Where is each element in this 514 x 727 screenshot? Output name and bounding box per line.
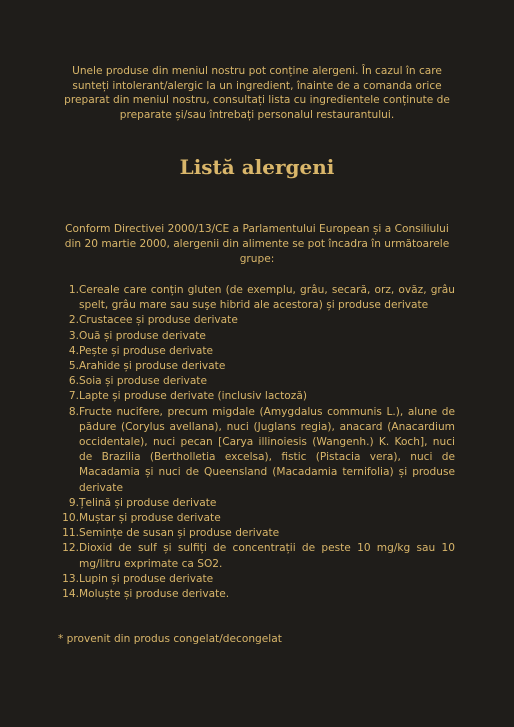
list-item [58,496,455,511]
list-item [58,526,455,541]
list-item [58,511,455,526]
item-number: 9. [68,496,79,509]
item-text: Țelină și produse derivate [79,496,217,509]
item-number: 10. [62,512,79,525]
list-item [58,374,455,389]
footnote: * provenit din produs congelat/decongelat [58,633,282,645]
item-number: 12. [62,542,79,555]
page-title: Listă alergeni [179,155,335,179]
list-item [58,329,455,344]
item-text: Cereale care conțin gluten (de exemplu, grâu, secară, orz, ovăz, grâu spelt, grâu mare sau suşe hibrid ale acestora) și produse derivate [79,284,455,312]
item-number: 5. [68,360,79,373]
item-text: Soia și produse derivate [79,375,207,388]
item-text: Moluște și produse derivate. [79,588,230,601]
item-text: Lapte și produse derivate (inclusiv lactoză) [79,390,307,403]
item-number: 7. [68,390,79,403]
item-number: 1. [68,284,79,296]
item-number: 4. [68,344,79,357]
item-text: Muștar și produse derivate [79,512,221,525]
item-text: Crustacee și produse derivate [79,314,238,327]
list-item [58,283,455,313]
intro-paragraph: Unele produse din meniul nostru pot conține alergeni. În cazul în care sunteți intolerant/alergic la un ingredient, înainte de a comanda orice preparat din meniul nostru, consultați lista cu ingredientele conținute de preparate și/sau întrebați personalul restaurantului. [64,65,450,121]
list-item [58,313,455,328]
item-number: 14. [62,588,79,601]
list-item [58,389,455,404]
list-item [58,541,455,571]
item-number: 6. [68,375,79,388]
item-text: Ouă și produse derivate [79,329,206,342]
allergen-list [58,283,455,602]
list-item [58,344,455,359]
item-number: 13. [62,572,79,585]
item-text: Semințe de susan și produse derivate [79,527,280,540]
item-text: Dioxid de sulf și sulfiți de concentrații de peste 10 mg/kg sau 10 mg/litru exprimate ca SO2. [79,542,455,570]
list-item [58,405,455,496]
item-number: 11. [62,527,79,540]
directive-paragraph: Conform Directivei 2000/13/CE a Parlamentului European și a Consiliului din 20 martie 2000, alergenii din alimente se pot încadra în următoarele grupe: [64,223,450,265]
list-item [58,587,455,602]
item-text: Lupin și produse derivate [79,572,214,585]
item-text: Fructe nucifere, precum migdale (Amygdalus communis L.), alune de pădure (Corylus avellana), nuci (Juglans regia), anacard (Anacardium occidentale), nuci pecan [Carya illinoiesis (Wangenh.) K. Koch], nuci de Brazilia (Bertholletia excelsa), fistic (Pistacia vera), nuci de Macadamia și nuci de Queensland (Macadamia ternifolia) și produse derivate [79,405,455,494]
item-number: 8. [68,405,79,418]
item-text: Arahide și produse derivate [79,360,226,373]
list-item [58,359,455,374]
item-number: 3. [68,329,79,342]
item-text: Pește și produse derivate [79,344,214,357]
list-item [58,572,455,587]
item-number: 2. [68,314,79,327]
